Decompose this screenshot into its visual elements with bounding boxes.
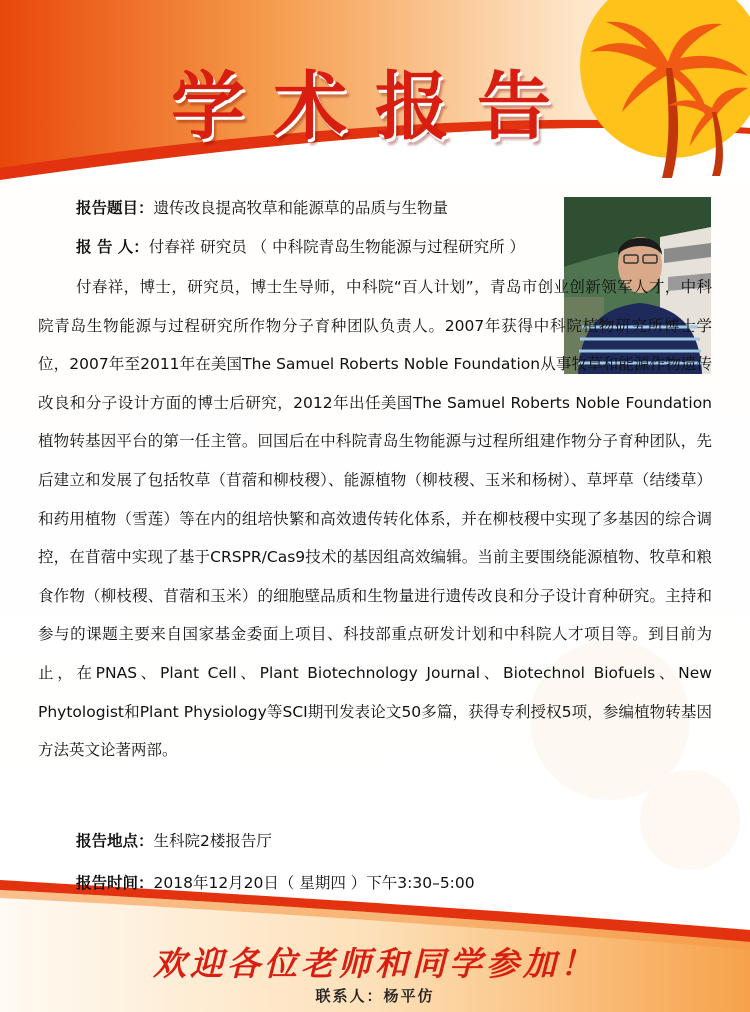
speaker-biography: 付春祥，博士，研究员，博士生导师，中科院“百人计划”，青岛市创业创新领军人才，中科院青岛生物能源与过程研究所作物分子育种团队负责人。2007年获得中科院植物研究所博士学位，2007年至2011年在美国The Samuel Roberts Noble Foundation从事牧草和能源作物遗传改良和分子设计方面的博士后研究，2012年出任美国The Samuel Roberts Noble Foundation植物转基因平台的第一任主管。回国后在中科院青岛生物能源与过程所组建作物分子育种团队，先后建立和发展了包括牧草（苜蓿和柳枝稷）、能源植物（柳枝稷、玉米和杨树）、草坪草（结缕草）和药用植物（雪莲）等在内的组培快繁和高效遗传转化体系，并在柳枝稷中实现了多基因的综合调控，在苜蓿中实现了基于CRSPR/Cas9技术的基因组高效编辑。当前主要围绕能源植物、牧草和粮食作物（柳枝稷、苜蓿和玉米）的细胞壁品质和生物量进行遗传改良和分子设计育种研究。主持和参与的课题主要来自国家基金委面上项目、科技部重点研发计划和中科院人才项目等。到目前为止，在PNAS、Plant Cell、Plant Biotechnology Journal、Biotechnol Biofuels、New Phytologist和Plant Physiology等SCI期刊发表论文50多篇，获得专利授权5项，参编植物转基因方法英文论著两部。 — [38, 278, 712, 760]
time-label: 报告时间： — [76, 874, 154, 892]
speaker-line — [76, 235, 525, 257]
welcome-message: 欢迎各位老师和同学参加！ — [153, 944, 597, 983]
topic-line — [76, 196, 448, 218]
location-line — [76, 829, 272, 851]
time-line — [76, 871, 475, 893]
topic-value: 遗传改良提高牧草和能源草的品质与生物量 — [153, 199, 449, 217]
location-label: 报告地点： — [76, 832, 154, 850]
contact-person: 联系人：杨平仿 — [315, 987, 435, 1005]
time-value: 2018年12月20日（ 星期四 ）下午3:30–5:00 — [153, 874, 475, 892]
speaker-label: 报 告 人： — [76, 238, 149, 256]
location-value: 生科院2楼报告厅 — [153, 832, 272, 850]
page-title: 学术报告 — [171, 64, 579, 150]
speaker-value: 付春祥 研究员 （ 中科院青岛生物能源与过程研究所 ） — [148, 238, 526, 256]
topic-label: 报告题目： — [76, 199, 154, 217]
